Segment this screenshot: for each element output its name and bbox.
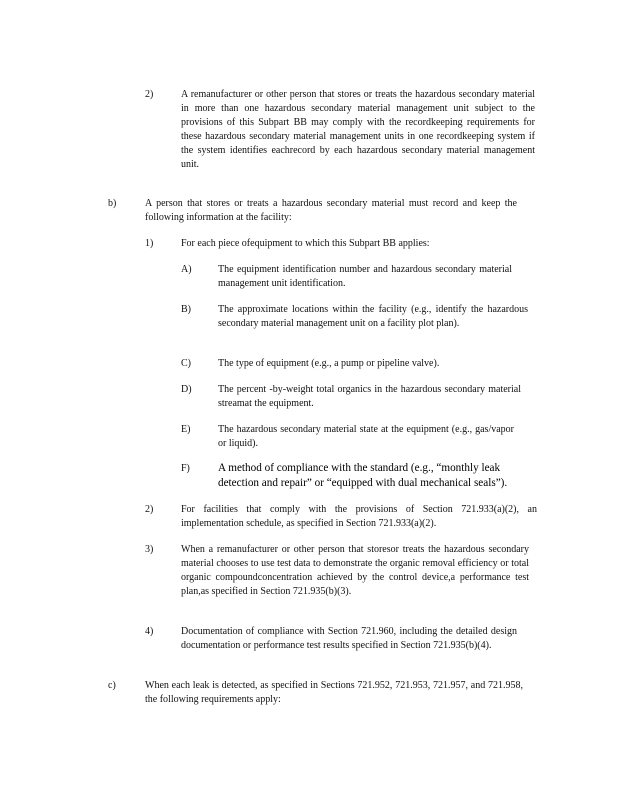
paragraph-test-data-performance-plan: When a remanufacturer or other person that storesor treats the hazardous secondary material chooses to use test data to demonstrate the organic removal efficiency or total organic compoundconcentration achieved by the control device,a performance test plan,as specified in Section 721.935(b)(3). xyxy=(181,544,529,597)
paragraph-equipment-identification: The equipment identification number and hazardous secondary material management unit identification. xyxy=(218,264,512,289)
paragraph-leak-detected: When each leak is detected, as specified in Sections 721.952, 721.953, 721.957, and 721.958, the following requirements apply: xyxy=(145,680,523,705)
item-marker: 2) xyxy=(145,504,154,515)
item-marker: A) xyxy=(181,264,192,275)
paragraph-material-state: The hazardous secondary material state at the equipment (e.g., gas/vapor or liquid). xyxy=(218,424,514,449)
item-marker: C) xyxy=(181,358,191,369)
item-marker: 1) xyxy=(145,238,154,249)
item-marker: 2) xyxy=(145,89,154,100)
item-marker: F) xyxy=(181,463,190,474)
paragraph-each-piece-equipment: For each piece ofequipment to which this Subpart BB applies: xyxy=(181,238,430,249)
paragraph-approximate-locations: The approximate locations within the facility (e.g., identify the hazardous secondary material management unit on a facility plot plan). xyxy=(218,304,528,329)
item-marker: B) xyxy=(181,304,191,315)
item-marker: 3) xyxy=(145,544,154,555)
paragraph-record-keep-information: A person that stores or treats a hazardous secondary material must record and keep the following information at the facility: xyxy=(145,198,517,223)
item-marker: b) xyxy=(108,198,117,209)
paragraph-documentation-of-compliance: Documentation of compliance with Section 721.960, including the detailed design documentation or performance test results specified in Section 721.935(b)(4). xyxy=(181,626,517,651)
paragraph-implementation-schedule: For facilities that comply with the provisions of Section 721.933(a)(2), an implementation schedule, as specified in Section 721.933(a)(2). xyxy=(181,504,537,529)
item-marker: c) xyxy=(108,680,116,691)
item-marker: 4) xyxy=(145,626,154,637)
paragraph-type-of-equipment: The type of equipment (e.g., a pump or pipeline valve). xyxy=(218,358,440,369)
item-marker: E) xyxy=(181,424,191,435)
paragraph-recordkeeping-system: A remanufacturer or other person that stores or treats the hazardous secondary material in more than one hazardous secondary material management unit subject to the provisions of this Subpart BB may comply with the recordkeeping requirements for these hazardous secondary material management units in one recordkeeping system if the system identifies eachrecord by each hazardous secondary material management unit. xyxy=(181,89,535,170)
paragraph-percent-by-weight: The percent -by-weight total organics in the hazardous secondary material streamat the equipment. xyxy=(218,384,521,409)
item-marker: D) xyxy=(181,384,192,395)
paragraph-method-of-compliance: A method of compliance with the standard (e.g., “monthly leak detection and repair” or “equipped with dual mechanical seals”). xyxy=(218,462,508,489)
